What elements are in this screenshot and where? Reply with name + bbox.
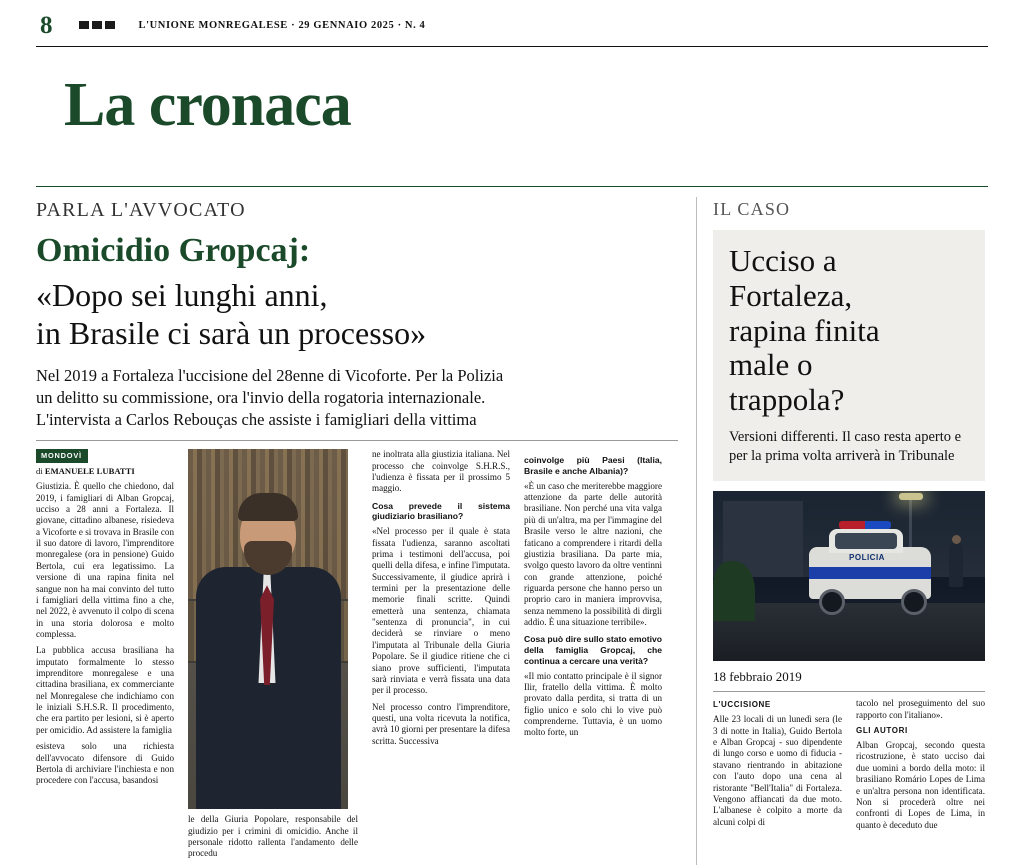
photo-police-car-window bbox=[835, 533, 897, 549]
dateline-tag: MONDOVÌ bbox=[36, 449, 88, 462]
sidebar-headline-line-1: Ucciso a bbox=[729, 243, 837, 279]
photo-police-lightbar bbox=[839, 521, 891, 529]
article-body bbox=[36, 449, 678, 864]
sidebar-body bbox=[713, 698, 985, 836]
paragraph: Giustizia. È quello che chiedono, dal 2019, i famigliari di Alban Gropcaj, ucciso a 28 anni a Fortaleza. Il giovane, cittadino albanese, risiedeva a Vicoforte e si trovava in Brasile con il suo datore di lavoro, l'imprenditore monregalese (ora in pensione) Guido Bertola, cui era legatissimo. La versione di una rapina finita nel sangue non ha mai convinto del tutto i famigliari della vittima fino a che, nel 2022, è avvenuto il colpo di scena in una storia dolorosa e molto complessa. bbox=[36, 481, 174, 639]
article-headline-secondary bbox=[36, 277, 678, 353]
masthead-title: L'UNIONE MONREGALESE · 29 GENNAIO 2025 · N. 4 bbox=[138, 19, 426, 31]
sidebar-headline-line-3: rapina finita bbox=[729, 312, 880, 348]
paragraph: le della Giuria Popolare, responsabile del giudizio per i crimini di omicidio. Anche il personale ridotto rallenta l'andamento delle procedu bbox=[188, 814, 358, 859]
page-content bbox=[36, 187, 988, 865]
sidebar-kicker: IL CASO bbox=[713, 199, 791, 220]
byline-prefix: di bbox=[36, 465, 43, 476]
article-standfirst bbox=[36, 365, 678, 430]
headline-line-1: «Dopo sei lunghi anni, bbox=[36, 277, 328, 314]
sidebar-section-label: L'UCCISIONE bbox=[713, 700, 771, 710]
headline-line-2: in Brasile ci sarà un processo» bbox=[36, 315, 427, 352]
question-subhead-continuation: coinvolge più Paesi (Italia, Brasile e anche Albania)? bbox=[524, 455, 662, 477]
portrait-hair bbox=[238, 493, 298, 521]
masthead-rule bbox=[36, 46, 988, 47]
decorative-dots bbox=[79, 21, 115, 29]
sidebar-photo-caption: 18 febbraio 2019 bbox=[713, 661, 985, 692]
body-column-3 bbox=[372, 449, 510, 864]
photo-police-text: POLICIA bbox=[849, 553, 885, 563]
page-folio: 8 bbox=[40, 11, 53, 39]
paragraph: «Il mio contatto principale è il signor Ilir, fratello della vittima. È molto provato dalla perdita, si tratta di un figlio unico e solo chi lo vive può comprenderne. Tuttavia, è un uomo molto forte, un bbox=[524, 670, 662, 738]
paragraph: esisteva solo una richiesta dell'avvocato difensore di Guido Bertola di archiviare l'inchiesta e non procedere con l'accusa, basandosi bbox=[36, 741, 174, 786]
sidebar-headline-line-5: trappola? bbox=[729, 381, 845, 417]
sidebar-section-label: GLI AUTORI bbox=[856, 726, 908, 736]
sidebar-photo-police-car bbox=[713, 491, 985, 661]
paragraph: ne inoltrata alla giustizia italiana. Nel processo che coinvolge S.H.R.S., l'udienza è fissata per il prossimo 5 maggio. bbox=[372, 449, 510, 494]
sidebar-headline-box bbox=[713, 230, 985, 481]
standfirst-line-3: L'intervista a Carlos Rebouças che assiste i famigliari della vittima bbox=[36, 409, 477, 429]
paragraph: Alle 23 locali di un lunedì sera (le 3 di notte in Italia), Guido Bertola e Alban Gropcaj - suo dipendente di lungo corso e uomo di fiducia - stavano rientrando in abitazione con l'auto dopo una cena al ristorante "Bell'Italia" di Fortaleza. Vengono affiancati da due moto. L'albanese è colpito a morte da alcuni colpi di bbox=[713, 714, 842, 827]
sidebar-headline-line-2: Fortaleza, bbox=[729, 277, 853, 313]
standfirst-line-2: un delitto su commissione, ora l'invio della rogatoria internazionale. bbox=[36, 387, 486, 407]
paragraph: tacolo nel proseguimento del suo rapporto con l'italiano». bbox=[856, 698, 985, 720]
page-title: La cronaca bbox=[64, 71, 351, 139]
sidebar-headline-line-4: male o bbox=[729, 347, 813, 383]
article-headline-primary: Omicidio Gropcaj: bbox=[36, 232, 311, 270]
masthead bbox=[36, 0, 988, 42]
sidebar-headline bbox=[729, 244, 969, 418]
photo-street-lamp-light bbox=[899, 493, 923, 500]
body-column-1 bbox=[36, 449, 174, 864]
standfirst-rule bbox=[36, 440, 678, 441]
sidebar-column-2 bbox=[856, 698, 985, 836]
paragraph: «Nel processo per il quale è stata fissata l'udienza, saranno ascoltati prima i testimoni dell'accusa, poi quelli della difesa, e infine l'imputata. Successivamente, il giudice aprirà i termini per la presentazione delle memorie finali scritte. Quindi emetterà una sentenza, chiamata "sentenza di pronuncia", in cui deciderà se rinviare o meno l'imputata al Tribunale della Giuria Popolare. Se il giudice ritiene che ci siano prove sufficienti, l'imputata sarà rinviata e verrà fissata una data per il processo. bbox=[372, 526, 510, 696]
question-subhead: Cosa può dire sullo stato emotivo della famiglia Gropcaj, che continua a cercare una verità? bbox=[524, 634, 662, 666]
article-photo-lawyer bbox=[188, 449, 348, 809]
paragraph: La pubblica accusa brasiliana ha imputato formalmente lo stesso imprenditore monregalese e una cittadina brasiliana, ex commerciante nel Monregalese che indichiamo con le iniziali S.H.S.R. Il procedimento, che era partito per lesioni, si è aperto per omicidio. Ad assistere la famiglia bbox=[36, 645, 174, 735]
column-divider bbox=[696, 197, 697, 865]
photo-vegetation bbox=[713, 561, 755, 621]
body-column-2 bbox=[188, 449, 358, 864]
paragraph: Nel processo contro l'imprenditore, questi, una volta ricevuta la notifica, avrà 10 giorni per presentare la difesa scritta. Successiva bbox=[372, 701, 510, 746]
sidebar-standfirst: Versioni differenti. Il caso resta aperto e per la prima volta arriverà in Tribunale bbox=[729, 428, 962, 464]
byline-author: EMANUELE LUBATTI bbox=[44, 465, 135, 476]
photo-bystander bbox=[949, 543, 963, 587]
body-column-4 bbox=[524, 449, 662, 864]
standfirst-line-1: Nel 2019 a Fortaleza l'uccisione del 28enne di Vicoforte. Per la Polizia bbox=[36, 365, 504, 385]
article-kicker: PARLA L'AVVOCATO bbox=[36, 199, 246, 222]
question-subhead: Cosa prevede il sistema giudiziario brasiliano? bbox=[372, 500, 510, 522]
sidebar-article bbox=[713, 187, 985, 865]
paragraph: «È un caso che meriterebbe maggiore attenzione da parte delle autorità brasiliane. Non perché una vita valga più di un'altra, ma per l'immagine del Brasile verso le altre nazioni, che faticano a comprendere i ritardi della giustizia brasiliana. Da parte mia, svolgo questo lavoro da oltre ventinni con grande attenzione, poiché riguarda persone che hanno perso un proprio caro in maniera improvvisa, senza nemmeno la possibilità di dirgli addio. È una situazione terribile». bbox=[524, 480, 662, 628]
paragraph: Alban Gropcaj, secondo questa ricostruzione, è stato ucciso dai due uomini a bordo della moto: il brasiliano Romário Lopes de Lima e un'altra persona non identificata. Non si procederà oltre nei confronti di Lopes de Lima, in quanto è deceduto due bbox=[856, 740, 985, 830]
photo-police-car-stripe bbox=[809, 567, 931, 579]
sidebar-column-1 bbox=[713, 698, 842, 836]
main-article bbox=[36, 187, 696, 865]
byline bbox=[36, 466, 174, 477]
